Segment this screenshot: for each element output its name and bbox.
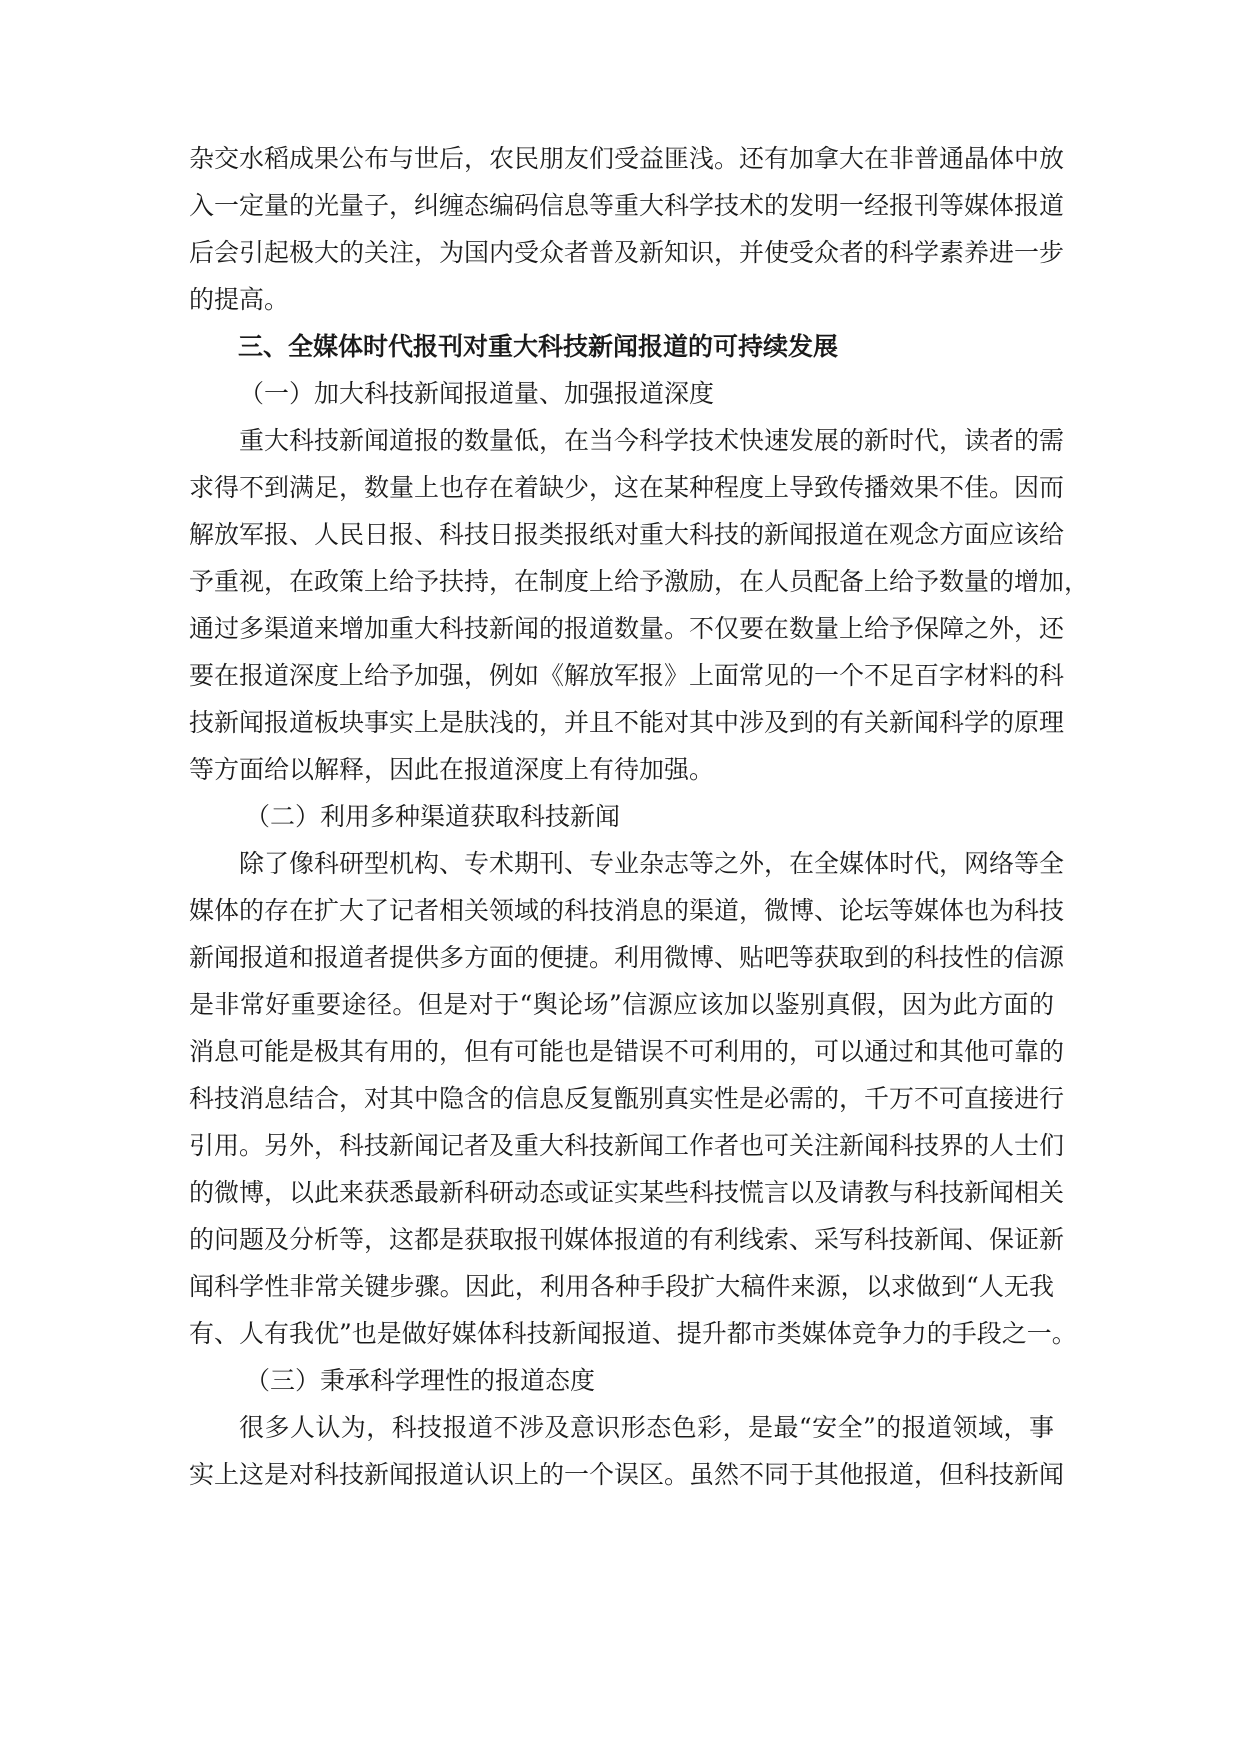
subsection-heading: （一）加大科技新闻报道量、加强报道深度 xyxy=(239,379,715,408)
text-line: 杂交水稻成果公布与世后，农民朋友们受益匪浅。还有加拿大在非普通晶体中放 xyxy=(189,144,1065,173)
text-line: 是非常好重要途径。但是对于“舆论场”信源应该加以鉴别真假，因为此方面的 xyxy=(189,990,1054,1019)
text-line: 等方面给以解释，因此在报道深度上有待加强。 xyxy=(189,755,715,784)
subsection-heading: （二）利用多种渠道获取科技新闻 xyxy=(245,802,621,831)
text-line: 解放军报、人民日报、科技日报类报纸对重大科技的新闻报道在观念方面应该给 xyxy=(189,520,1065,549)
text-line: 消息可能是极其有用的，但有可能也是错误不可利用的，可以通过和其他可靠的 xyxy=(189,1037,1065,1066)
text-line: 媒体的存在扩大了记者相关领域的科技消息的渠道，微博、论坛等媒体也为科技 xyxy=(189,896,1065,925)
text-line: 新闻报道和报道者提供多方面的便捷。利用微博、贴吧等获取到的科技性的信源 xyxy=(189,943,1065,972)
text-line: 引用。另外，科技新闻记者及重大科技新闻工作者也可关注新闻科技界的人士们 xyxy=(189,1131,1065,1160)
subsection-heading: （三）秉承科学理性的报道态度 xyxy=(245,1366,596,1395)
text-line: 重大科技新闻道报的数量低，在当今科学技术快速发展的新时代，读者的需 xyxy=(239,426,1065,455)
text-line: 求得不到满足，数量上也存在着缺少，这在某种程度上导致传播效果不佳。因而 xyxy=(189,473,1065,502)
text-line: 通过多渠道来增加重大科技新闻的报道数量。不仅要在数量上给予保障之外，还 xyxy=(189,614,1065,643)
section-heading: 三、全媒体时代报刊对重大科技新闻报道的可持续发展 xyxy=(238,332,839,361)
text-line: 除了像科研型机构、专术期刊、专业杂志等之外，在全媒体时代，网络等全 xyxy=(239,849,1065,878)
text-line: 很多人认为，科技报道不涉及意识形态色彩，是最“安全”的报道领域，事 xyxy=(239,1413,1054,1442)
text-line: 的提高。 xyxy=(189,285,290,314)
text-line: 科技消息结合，对其中隐含的信息反复甑别真实性是必需的，千万不可直接进行 xyxy=(189,1084,1065,1113)
text-line: 后会引起极大的关注，为国内受众者普及新知识，并使受众者的科学素养进一步 xyxy=(189,238,1065,267)
text-line: 有、人有我优”也是做好媒体科技新闻报道、提升都市类媒体竞争力的手段之一。 xyxy=(189,1319,1077,1348)
text-line: 的问题及分析等，这都是获取报刊媒体报道的有利线索、采写科技新闻、保证新 xyxy=(189,1225,1065,1254)
text-line: 闻科学性非常关键步骤。因此，利用各种手段扩大稿件来源，以求做到“人无我 xyxy=(189,1272,1054,1301)
text-line: 技新闻报道板块事实上是肤浅的，并且不能对其中涉及到的有关新闻科学的原理 xyxy=(189,708,1065,737)
text-line: 予重视，在政策上给予扶持，在制度上给予激励，在人员配备上给予数量的增加， xyxy=(189,567,1090,596)
text-line: 要在报道深度上给予加强，例如《解放军报》上面常见的一个不足百字材料的科 xyxy=(189,661,1065,690)
text-line: 入一定量的光量子，纠缠态编码信息等重大科学技术的发明一经报刊等媒体报道 xyxy=(189,191,1065,220)
text-line: 实上这是对科技新闻报道认识上的一个误区。虽然不同于其他报道，但科技新闻 xyxy=(189,1460,1065,1489)
text-line: 的微博，以此来获悉最新科研动态或证实某些科技慌言以及请教与科技新闻相关 xyxy=(189,1178,1065,1207)
